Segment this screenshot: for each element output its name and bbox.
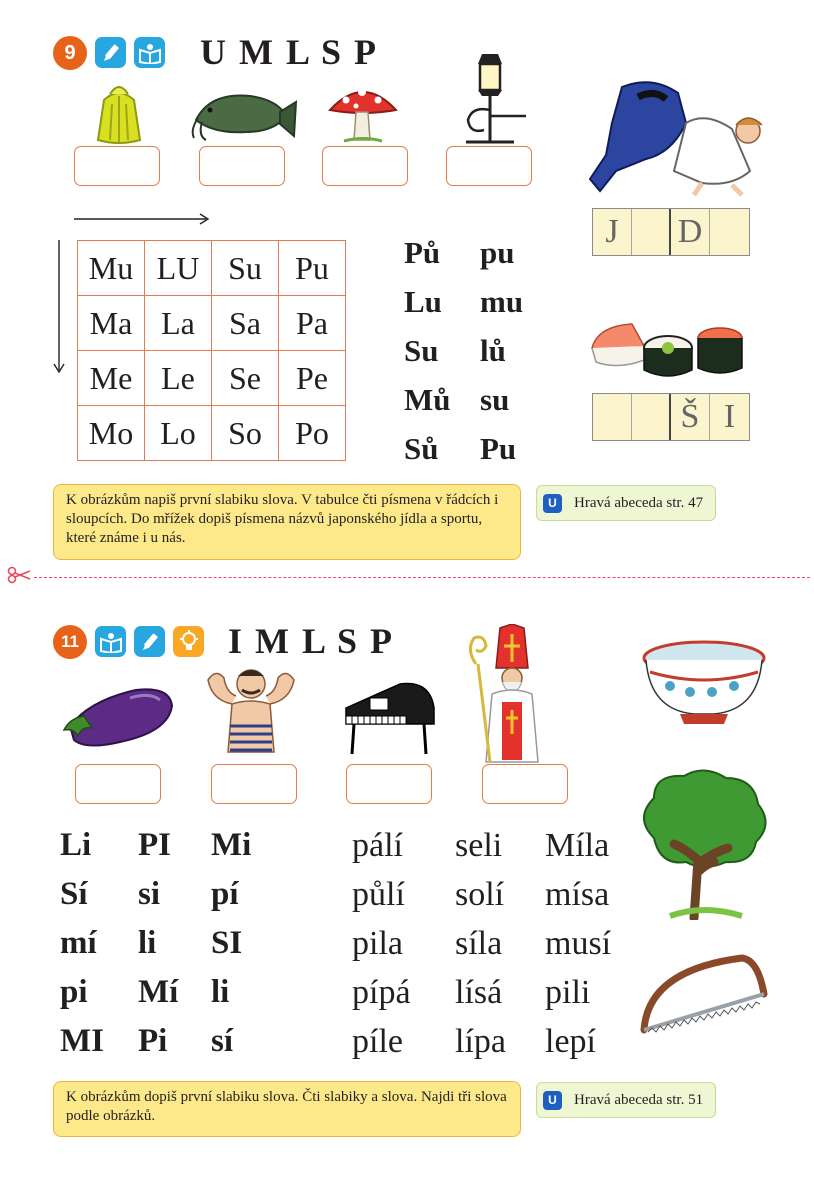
eggplant-image	[60, 680, 176, 752]
bowl-image	[640, 636, 768, 728]
word-column-1	[352, 821, 411, 1066]
textbook-reference	[536, 485, 716, 521]
table-cell: Me	[78, 351, 145, 406]
bishop-image	[462, 624, 562, 764]
pencil-icon	[134, 626, 165, 657]
syllable: si	[138, 876, 161, 912]
answer-box-2[interactable]	[211, 764, 297, 804]
word: solí	[455, 876, 505, 913]
syllable: Pu	[480, 431, 517, 466]
reference-text: Hravá abeceda str. 47	[574, 494, 704, 511]
answer-box-1[interactable]	[74, 146, 160, 186]
u-badge: U	[543, 494, 562, 513]
catfish-image	[190, 82, 298, 144]
answer-box-1[interactable]	[75, 764, 161, 804]
pencil-icon	[95, 37, 126, 68]
syllable: Su	[404, 333, 439, 368]
street-lamp-image	[452, 50, 530, 146]
right-arrow-icon	[72, 212, 212, 226]
tree-image	[634, 768, 772, 920]
word-column-3	[545, 821, 611, 1066]
word: musí	[545, 925, 612, 962]
syllable: pi	[60, 974, 88, 1010]
word: pálí	[352, 827, 403, 864]
table-cell: LU	[145, 241, 212, 296]
word: mísa	[545, 876, 610, 913]
table-cell: La	[145, 296, 212, 351]
syllable: mu	[480, 284, 524, 319]
syllable-column-1	[404, 228, 451, 473]
syllable: Pů	[404, 235, 441, 270]
table-cell: Se	[212, 351, 279, 406]
grid-cell[interactable]: D	[671, 209, 710, 255]
word-column-2	[455, 821, 506, 1066]
syllable: MI	[60, 1023, 104, 1059]
u-badge: U	[543, 1091, 562, 1110]
grid-cell[interactable]	[632, 209, 671, 255]
strongman-image	[198, 660, 304, 756]
syllable-column-2	[138, 821, 178, 1066]
table-cell: Sa	[212, 296, 279, 351]
letter-grid-judo	[592, 208, 750, 256]
cut-line	[34, 577, 810, 578]
table-cell: Su	[212, 241, 279, 296]
word: pili	[545, 974, 591, 1011]
syllable: Sů	[404, 431, 439, 466]
table-cell: Pe	[279, 351, 346, 406]
word: pila	[352, 925, 403, 962]
exercise-letters: I M L S P	[228, 621, 395, 661]
syllable-column-2	[480, 228, 523, 473]
reference-text: Hravá abeceda str. 51	[574, 1091, 704, 1108]
table-cell: Mo	[78, 406, 145, 461]
word: lísá	[455, 974, 503, 1011]
syllable: Sí	[60, 876, 88, 912]
word: síla	[455, 925, 503, 962]
exercise-letters: U M L S P	[200, 32, 379, 72]
word: pípá	[352, 974, 411, 1011]
syllable-column-1	[60, 821, 104, 1066]
book-icon	[134, 37, 165, 68]
grid-cell[interactable]: Š	[671, 394, 710, 440]
grand-piano-image	[340, 668, 440, 756]
syllable: Li	[60, 827, 92, 863]
syllable: Pi	[138, 1023, 168, 1059]
letter-grid-sushi	[592, 393, 750, 441]
table-cell: Le	[145, 351, 212, 406]
exercise-number-badge: 11	[53, 625, 87, 659]
down-arrow-icon	[52, 238, 66, 378]
syllable-column-3	[211, 821, 251, 1066]
jelly-pudding-image	[88, 82, 150, 144]
scissors-icon	[6, 566, 32, 584]
grid-cell[interactable]: J	[593, 209, 632, 255]
judo-image	[582, 75, 778, 197]
grid-cell[interactable]: I	[723, 398, 736, 435]
syllable-table	[77, 240, 346, 461]
syllable: Mí	[138, 974, 179, 1010]
syllable: SI	[211, 925, 243, 961]
mushroom-image	[326, 80, 400, 144]
answer-box-3[interactable]	[346, 764, 432, 804]
table-cell: Pa	[279, 296, 346, 351]
syllable: su	[480, 382, 510, 417]
answer-box-3[interactable]	[322, 146, 408, 186]
syllable: sí	[211, 1023, 234, 1059]
instruction-box: K obrázkům napiš první slabiku slova. V tabulce čti písmena v řádcích i sloupcích. Do mřížek dopiš písmena názvů japonského jídla a sportu, které známe i u nás.	[53, 484, 521, 560]
table-cell: Pu	[279, 241, 346, 296]
exercise-number-badge: 9	[53, 36, 87, 70]
answer-box-4[interactable]	[482, 764, 568, 804]
instruction-box: K obrázkům dopiš první slabiku slova. Čti slabiky a slova. Najdi tři slova podle obrázků.	[53, 1081, 521, 1137]
syllable: mí	[60, 925, 97, 961]
grid-cell[interactable]	[710, 209, 749, 255]
lightbulb-icon	[173, 626, 204, 657]
word: lípa	[455, 1023, 506, 1060]
answer-box-2[interactable]	[199, 146, 285, 186]
syllable: Mi	[211, 827, 252, 863]
word: půlí	[352, 876, 405, 913]
syllable: pí	[211, 876, 239, 912]
table-cell: Lo	[145, 406, 212, 461]
answer-box-4[interactable]	[446, 146, 532, 186]
syllable: lů	[480, 333, 506, 368]
syllable: pu	[480, 235, 515, 270]
table-cell: So	[212, 406, 279, 461]
saw-image	[634, 950, 772, 1038]
word: seli	[455, 827, 503, 864]
table-cell: Po	[279, 406, 346, 461]
book-icon	[95, 626, 126, 657]
grid-cell[interactable]	[593, 394, 632, 440]
word: píle	[352, 1023, 403, 1060]
syllable: li	[138, 925, 157, 961]
table-cell: Ma	[78, 296, 145, 351]
grid-cell[interactable]	[632, 394, 671, 440]
table-cell: Mu	[78, 241, 145, 296]
word: Míla	[545, 827, 610, 864]
syllable: li	[211, 974, 230, 1010]
syllable: Lu	[404, 284, 442, 319]
sushi-image	[588, 308, 748, 380]
word: lepí	[545, 1023, 596, 1060]
syllable: Mů	[404, 382, 451, 417]
textbook-reference	[536, 1082, 716, 1118]
syllable: PI	[138, 827, 171, 863]
